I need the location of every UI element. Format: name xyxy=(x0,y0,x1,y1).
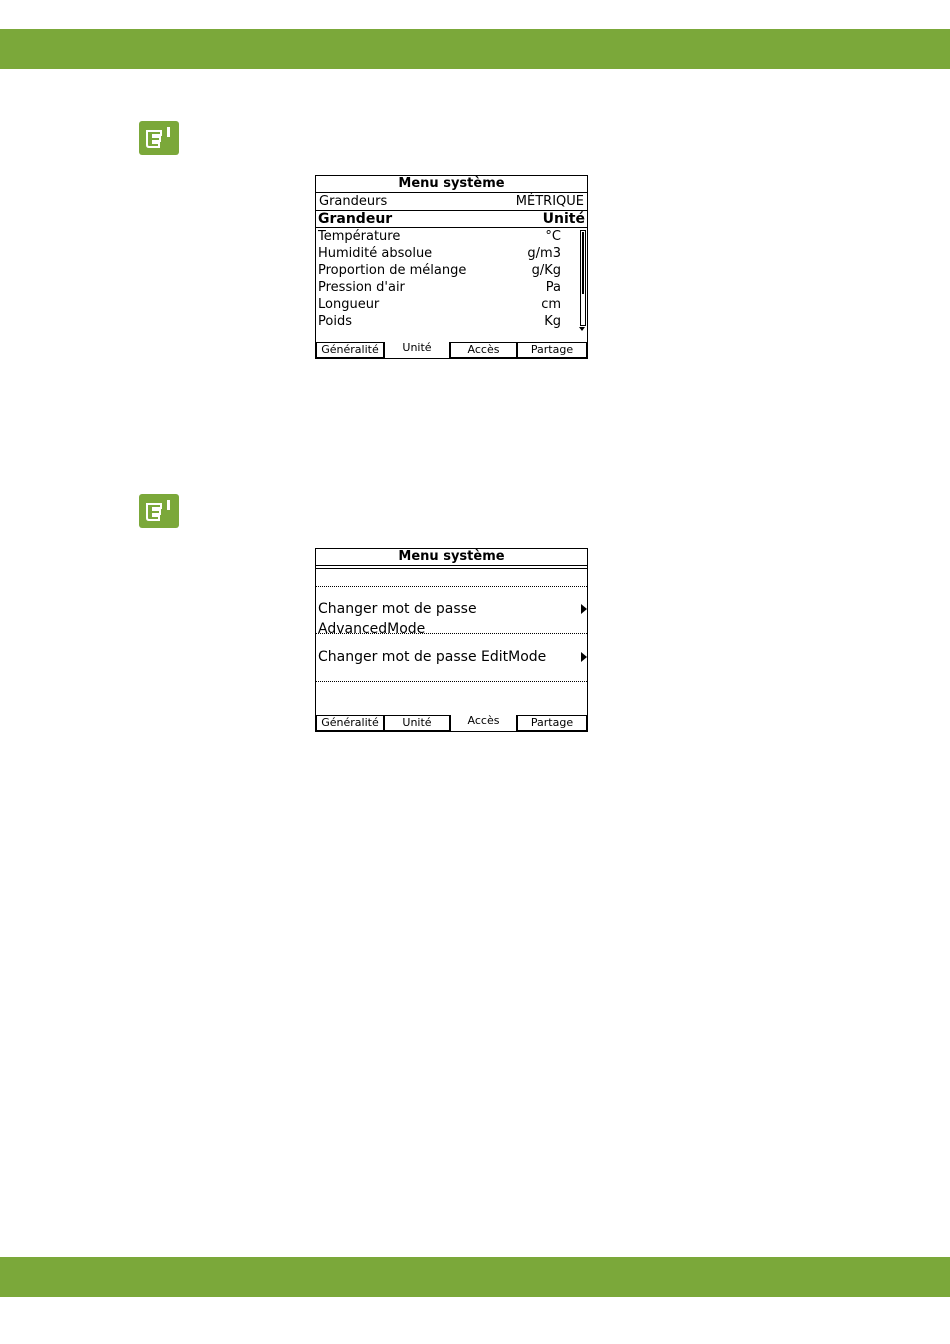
dotted-divider xyxy=(316,681,587,682)
arrow-right-icon xyxy=(581,604,587,614)
tab-partage[interactable]: Partage xyxy=(517,715,587,731)
column-header-quantity: Grandeur xyxy=(318,211,393,227)
unit-value: cm xyxy=(541,297,561,312)
tab-unite[interactable]: Unité xyxy=(384,715,450,731)
list-item[interactable] xyxy=(316,228,561,245)
tab-unite[interactable]: Unité xyxy=(384,342,450,358)
list-item[interactable] xyxy=(316,296,561,313)
screen-title: Menu système xyxy=(316,176,587,193)
list-item[interactable] xyxy=(316,313,561,330)
units-system-label: Grandeurs xyxy=(319,194,388,209)
column-header xyxy=(316,211,587,228)
pointing-hand-icon xyxy=(139,494,179,528)
tab-generalite[interactable]: Généralité xyxy=(316,342,384,358)
list-item[interactable] xyxy=(316,262,561,279)
arrow-right-icon xyxy=(581,652,587,662)
units-system-value: MÉTRIQUE xyxy=(515,194,584,209)
unit-value: g/Kg xyxy=(531,263,561,278)
system-menu-access-screen xyxy=(315,548,588,732)
tab-bar xyxy=(316,715,587,731)
tab-partage[interactable]: Partage xyxy=(517,342,587,358)
menu-item-label: Changer mot de passe EditMode xyxy=(318,649,547,665)
scroll-down-arrow-icon[interactable] xyxy=(579,327,585,331)
list-item[interactable] xyxy=(316,279,561,296)
column-header-unit: Unité xyxy=(542,211,585,227)
scrollbar[interactable] xyxy=(579,228,586,331)
quantity-label: Longueur xyxy=(318,297,380,312)
list-item[interactable] xyxy=(316,245,561,262)
unit-value: g/m3 xyxy=(527,246,561,261)
quantity-label: Pression d'air xyxy=(318,280,405,295)
dotted-divider xyxy=(316,633,587,634)
unit-value: Pa xyxy=(545,280,561,295)
tab-acces[interactable]: Accès xyxy=(450,342,517,358)
system-menu-units-screen xyxy=(315,175,588,359)
change-password-advancedmode-item[interactable] xyxy=(316,599,587,637)
quantity-label: Proportion de mélange xyxy=(318,263,467,278)
quantity-label: Température xyxy=(318,229,401,244)
units-list xyxy=(316,228,587,332)
footer-band xyxy=(0,1257,950,1297)
menu-item-label: Changer mot de passe AdvancedMode xyxy=(318,601,477,637)
pointing-hand-icon xyxy=(139,121,179,155)
dotted-divider xyxy=(316,586,587,587)
access-menu xyxy=(316,569,587,714)
quantity-label: Poids xyxy=(318,314,352,329)
quantity-label: Humidité absolue xyxy=(318,246,433,261)
tab-generalite[interactable]: Généralité xyxy=(316,715,384,731)
tab-acces[interactable]: Accès xyxy=(450,715,517,731)
tab-bar xyxy=(316,342,587,358)
header-band xyxy=(0,29,950,69)
unit-value: Kg xyxy=(544,314,561,329)
unit-value: °C xyxy=(545,229,561,244)
screen-title: Menu système xyxy=(316,549,587,566)
scrollbar-thumb[interactable] xyxy=(582,232,584,294)
change-password-editmode-item[interactable] xyxy=(316,647,587,667)
units-system-row[interactable] xyxy=(316,193,587,211)
